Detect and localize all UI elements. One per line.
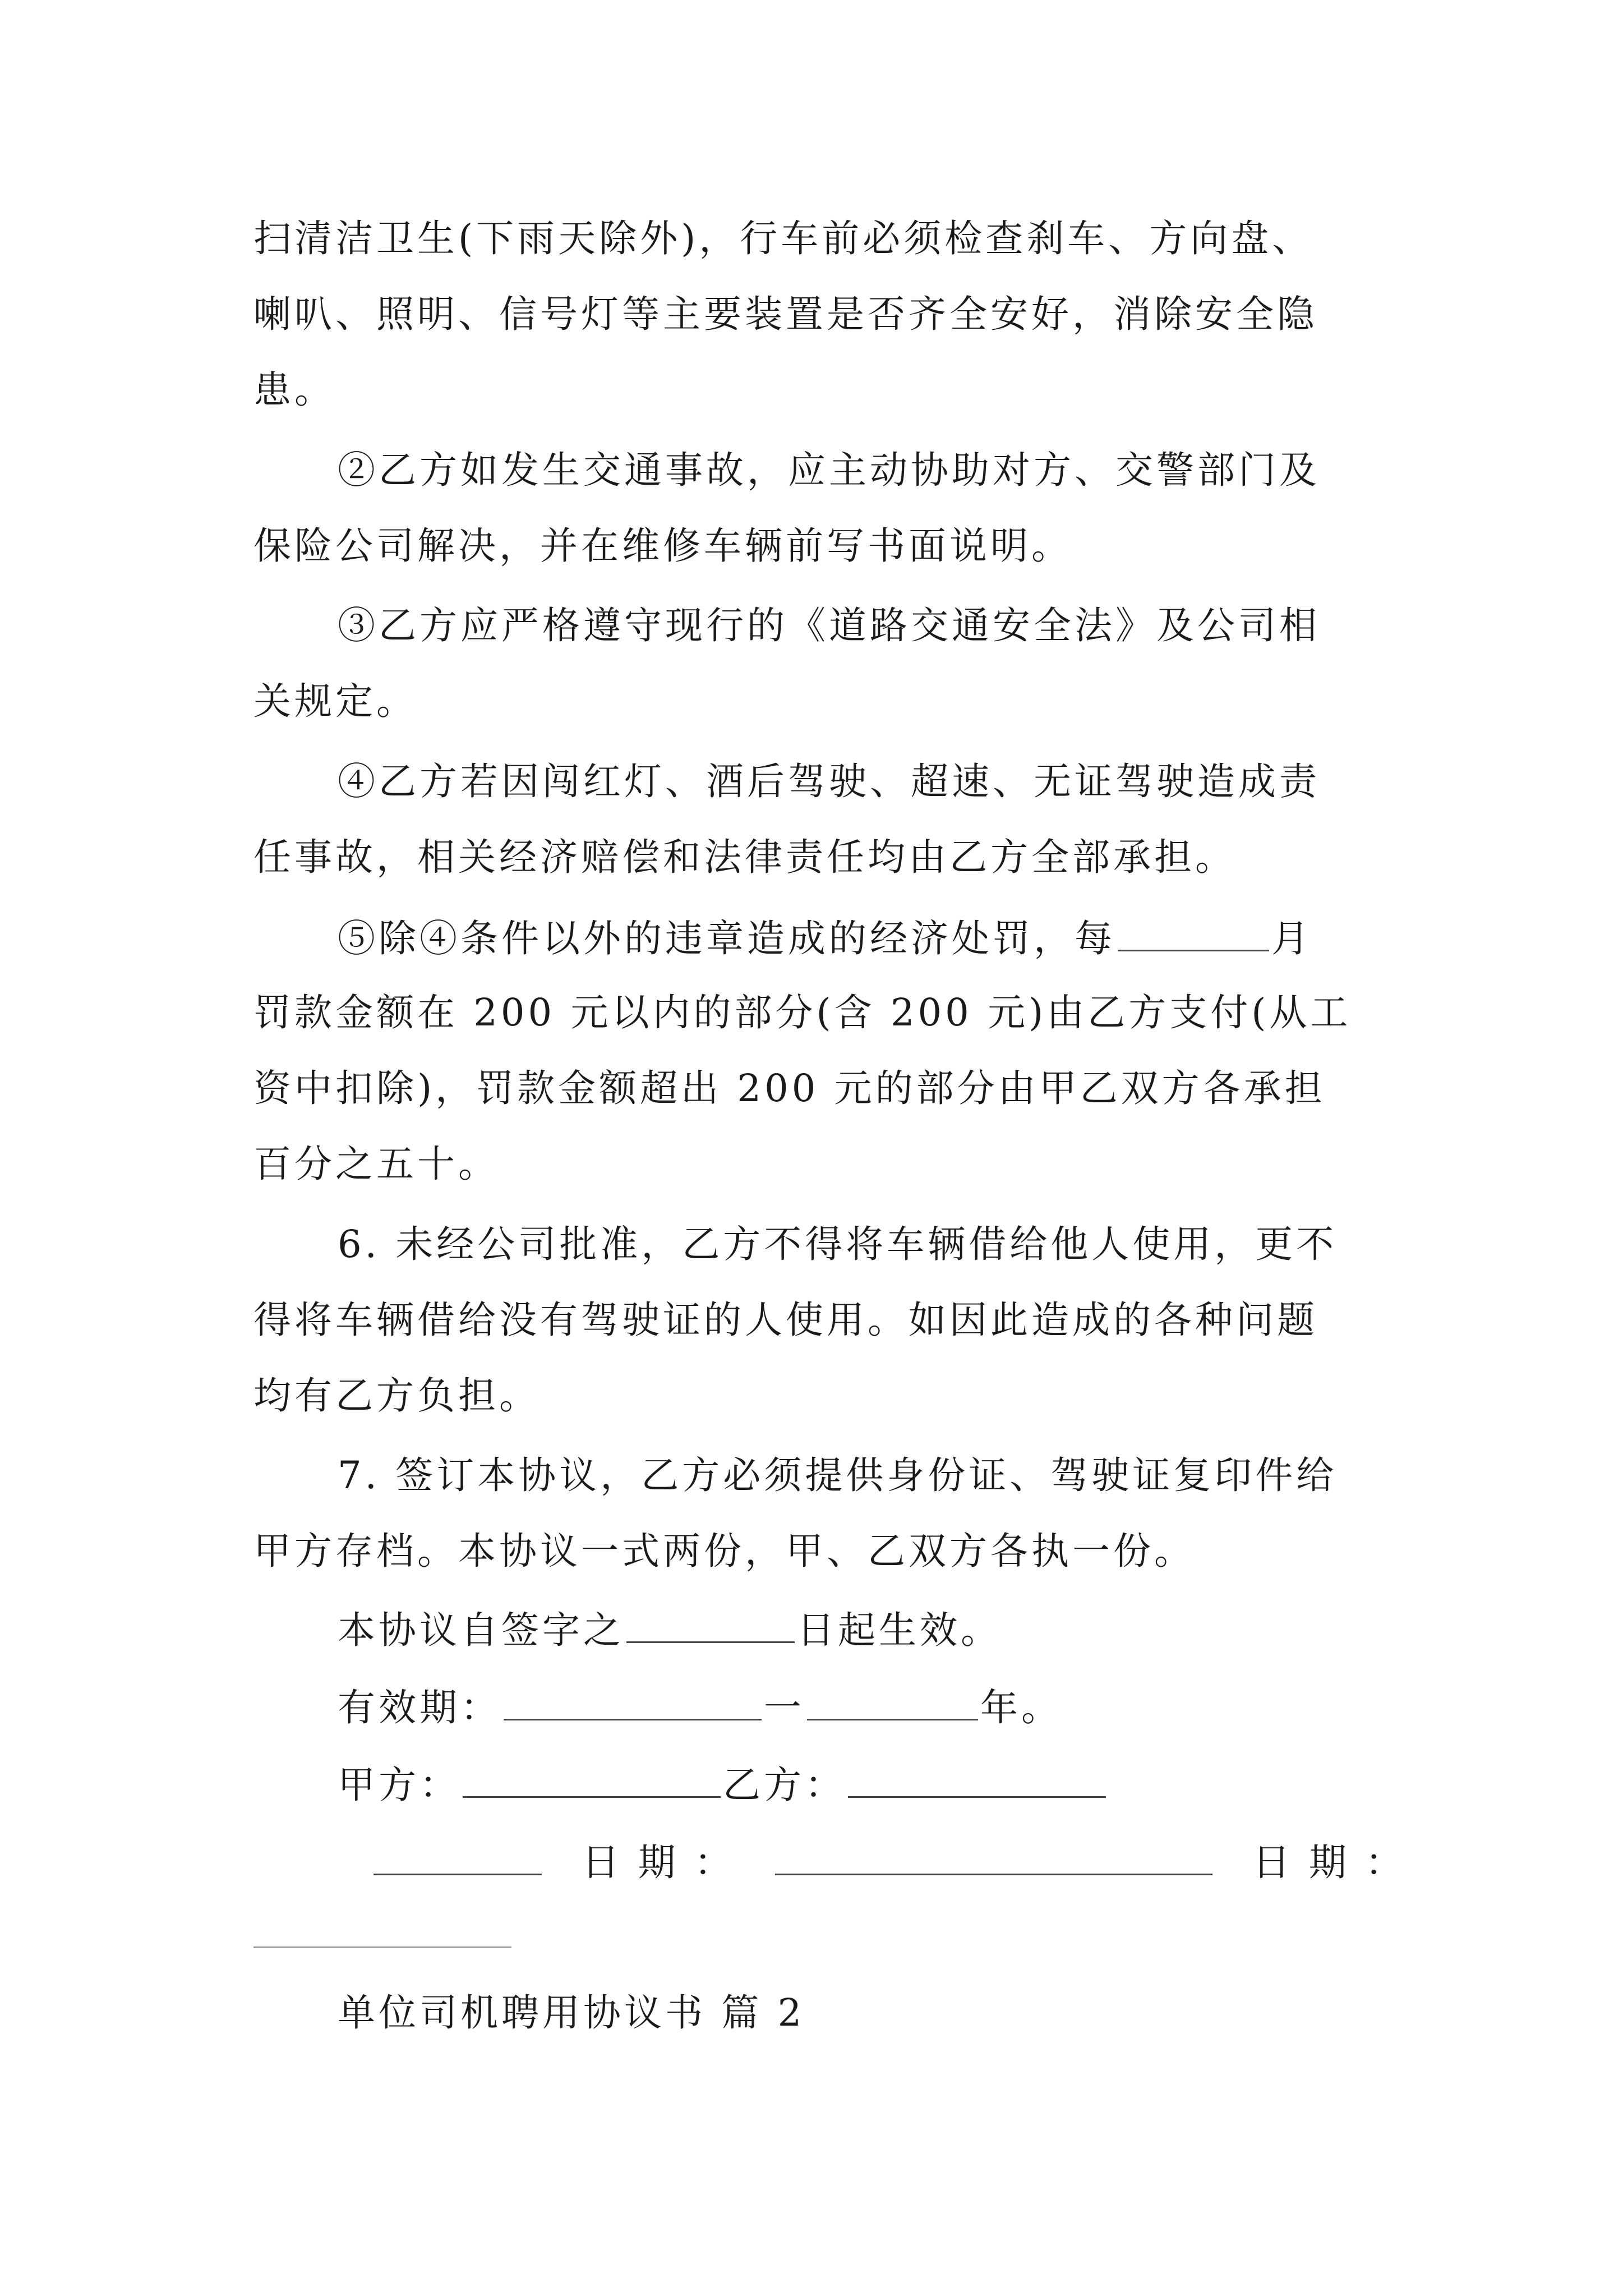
paragraph-5-line-4: 百分之五十。 [253, 1142, 499, 1186]
paragraph-7-line-2: 甲方存档。本协议一式两份，甲、乙双方各执一份。 [253, 1529, 1195, 1573]
paragraph-4-line-2: 任事故，相关经济赔偿和法律责任均由乙方全部承担。 [253, 835, 1236, 879]
month-label: 月 [1271, 917, 1312, 960]
paragraph-1-line-3: 患。 [253, 368, 335, 412]
validity-start-blank [504, 1687, 762, 1720]
party-a-label: 甲方： [338, 1763, 460, 1807]
validity-dash: 一 [764, 1686, 805, 1729]
validity-end-blank [807, 1687, 978, 1720]
penalty-text: ⑤除④条件以外的违章造成的经济处罚，每 [338, 917, 1115, 960]
effective-date-line [338, 1608, 1002, 1652]
paragraph-1-line-2: 喇叭、照明、信号灯等主要装置是否齐全安好，消除安全隐 [253, 292, 1318, 336]
paragraph-6-line-3: 均有乙方负担。 [253, 1374, 540, 1418]
paragraph-2-line-2: 保险公司解决，并在维修车辆前写书面说明。 [253, 524, 1072, 568]
paragraph-5-line-1 [338, 918, 1312, 958]
effective-date-blank [626, 1610, 795, 1643]
date-label-2: 日 期 ： [1252, 1841, 1407, 1884]
party-b-blank [848, 1765, 1106, 1798]
paragraph-4-line-1: ④乙方若因闯红灯、酒后驾驶、超速、无证驾驶造成责 [338, 760, 1320, 803]
validity-line [338, 1687, 1062, 1727]
date-a-blank [775, 1842, 1212, 1875]
paragraph-7-line-1: 7. 签订本协议，乙方必须提供身份证、驾驶证复印件给 [338, 1453, 1338, 1497]
validity-label: 有效期： [338, 1686, 501, 1729]
validity-suffix: 年。 [980, 1686, 1062, 1729]
paragraph-5-line-2: 罚款金额在 200 元以内的部分(含 200 元)由乙方支付(从工 [253, 991, 1352, 1034]
divider-rule [253, 1947, 511, 1948]
party-a-blank [463, 1765, 721, 1798]
dates-line [371, 1841, 1407, 1884]
paragraph-6-line-2: 得将车辆借给没有驾驶证的人使用。如因此造成的各种问题 [253, 1298, 1318, 1342]
party-b-label: 乙方： [723, 1763, 846, 1807]
parties-line [338, 1763, 1108, 1807]
date-label-1: 日 期 ： [582, 1841, 735, 1884]
paragraph-6-line-1: 6. 未经公司批准，乙方不得将车辆借给他人使用，更不 [338, 1222, 1338, 1266]
paragraph-3-line-2: 关规定。 [253, 679, 417, 723]
section-heading: 单位司机聘用协议书 篇 2 [338, 1991, 805, 2035]
paragraph-2-line-1: ②乙方如发生交通事故，应主动协助对方、交警部门及 [338, 448, 1320, 492]
paragraph-1-line-1: 扫清洁卫生(下雨天除外)，行车前必须检查刹车、方向盘、 [253, 217, 1313, 260]
effective-suffix: 日起生效。 [797, 1608, 1002, 1652]
paragraph-3-line-1: ③乙方应严格遵守现行的《道路交通安全法》及公司相 [338, 604, 1320, 647]
month-blank [1118, 918, 1269, 951]
signature-a-blank [374, 1842, 542, 1875]
paragraph-5-line-3: 资中扣除)，罚款金额超出 200 元的部分由甲乙双方各承担 [253, 1066, 1326, 1110]
effective-prefix: 本协议自签字之 [338, 1608, 624, 1652]
